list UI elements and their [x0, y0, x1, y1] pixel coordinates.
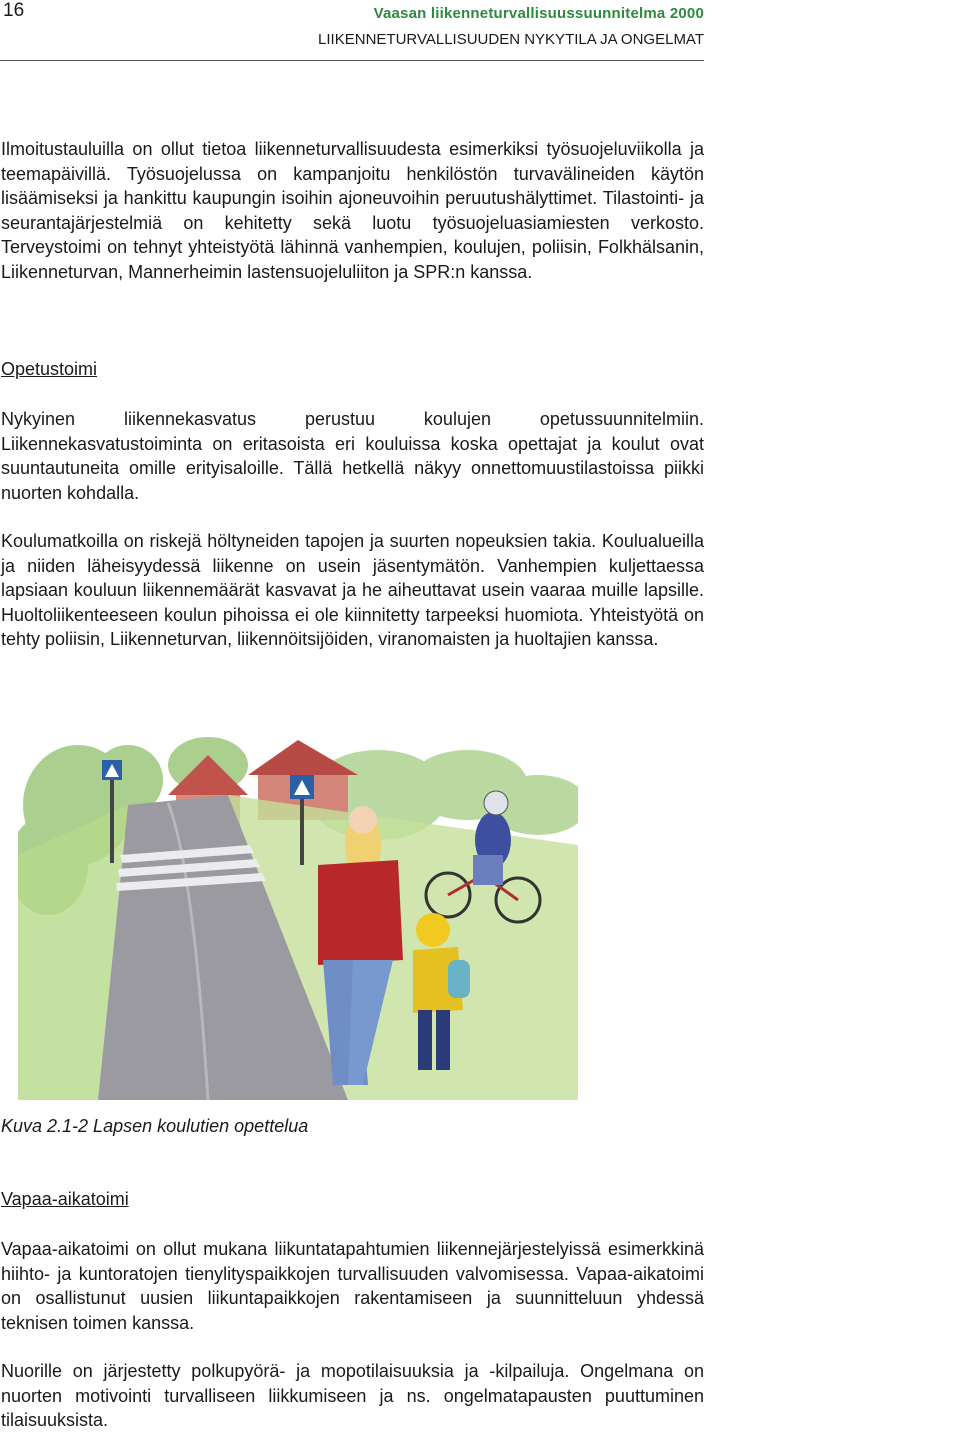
header-rule: [0, 60, 704, 61]
school-route-illustration: [18, 735, 578, 1100]
chapter-title: LIIKENNETURVALLISUUDEN NYKYTILA JA ONGELMAT: [318, 31, 704, 48]
section-heading-opetustoimi: Opetustoimi: [1, 359, 98, 379]
intro-paragraph: Ilmoitustauluilla on ollut tietoa liikenneturvallisuudesta esimerkiksi työsuojeluviikolla ja teemapäivillä. Työsuojelussa on kampanjoitu henkilöstön turvavälineiden käytön lisäämiseksi ja hankittu kaupungin isoihin ajoneuvoihin peruutushälyttimet. Tilastointi- ja seurantajärjestelmiä on kehitetty sekä luotu työsuojeluasiamiesten verkosto. Terveystoimi on tehnyt yhteistyötä lähinnä vanhempien, koulujen, poliisin, Folkhälsanin, Liikenneturvan, Mannerheimin lastensuojeluliiton ja SPR:n kanssa.: [1, 139, 704, 282]
section-heading-vapaa-aikatoimi: Vapaa-aikatoimi: [1, 1189, 129, 1209]
vapaa-aikatoimi-paragraph-1: Vapaa-aikatoimi on ollut mukana liikuntatapahtumien liikennejärjestelyissä esimerkkinä hiihto- ja kuntoratojen tienylityspaikkojen turvallisuuden valvomisessa. Vapaa-aikatoimi on osallistunut uusien liikuntapaikkojen rakentamiseen ja suunnitteluun yhdessä teknisen toimen kanssa.: [1, 1239, 704, 1333]
opetustoimi-paragraph-2: Koulumatkoilla on riskejä höltyneiden tapojen ja suurten nopeuksien takia. Koulualueilla ja niiden läheisyydessä liikenne on usein jäsentymätön. Vanhempien kuljettaessa lapsiaan kouluun liikennemäärät kasvavat ja he aiheuttavat usein vaaraa muille lapsille. Huoltoliikenteeseen koulun pihoissa ei ole kiinnitetty tarpeeksi huomiota. Yhteistyötä on tehty poliisin, Liikenneturvan, liikennöitsijöiden, viranomaisten ja huoltajien kanssa.: [1, 531, 704, 649]
vapaa-aikatoimi-paragraph-2: Nuorille on järjestetty polkupyörä- ja mopotilaisuuksia ja -kilpailuja. Ongelmana on nuorten motivointi turvalliseen liikkumiseen ja ns. ongelmatapausten puuttuminen tilaisuuksista.: [1, 1361, 704, 1430]
page-number: 16: [3, 0, 25, 21]
figure-caption: Kuva 2.1-2 Lapsen koulutien opettelua: [1, 1116, 309, 1136]
document-title: Vaasan liikenneturvallisuussuunnitelma 2000: [373, 5, 704, 22]
illustration: [18, 735, 578, 1100]
opetustoimi-paragraph-1: Nykyinen liikennekasvatus perustuu koulujen opetussuunnitelmiin. Liikennekasvatustoiminta on eritasoista eri kouluissa koska opettajat ja koulut ovat suuntautuneita omille erityisaloille. Tällä hetkellä näkyy onnettomuustilastoissa piikki nuorten kohdalla.: [1, 409, 704, 503]
